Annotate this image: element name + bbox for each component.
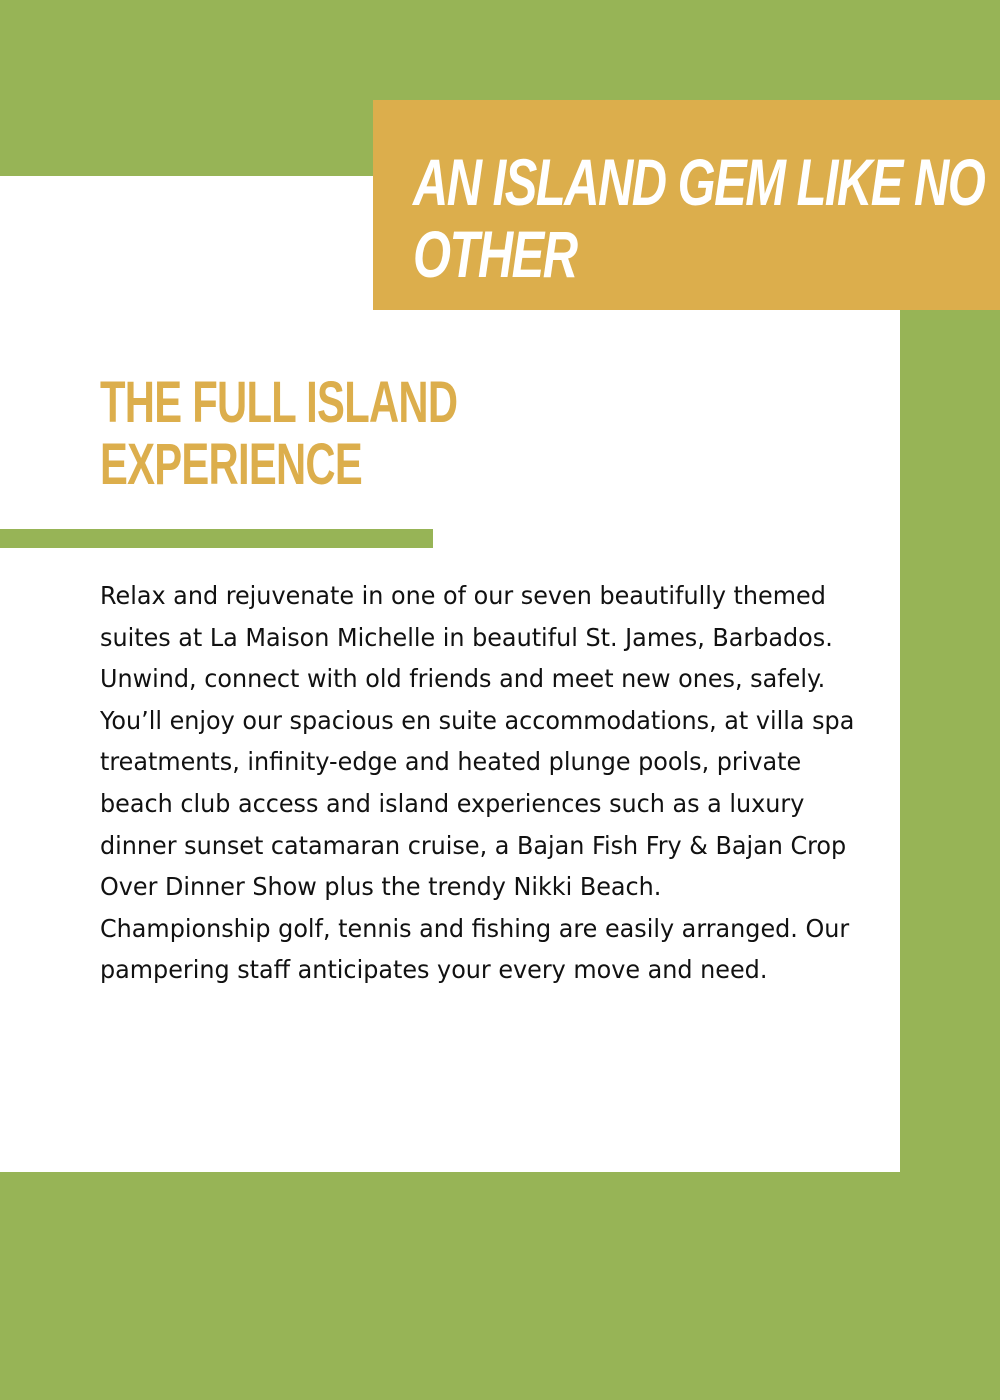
- banner-title-line-1: AN ISLAND GEM LIKE NO: [413, 145, 985, 219]
- body-paragraph: Championship golf, tennis and fishing are easily arranged. Our pampering staff anticipates your every move and need.: [100, 913, 850, 985]
- body-paragraph: Relax and rejuvenate in one of our seven beautifully themed suites at La Maison Michelle in beautiful St. James, Barbados. Unwind, connect with old friends and meet new ones, safely.: [100, 581, 833, 694]
- section-heading-line-2: EXPERIENCE: [100, 432, 363, 497]
- section-heading: [100, 372, 457, 496]
- heading-divider: [0, 529, 433, 548]
- section-heading-line-1: THE FULL ISLAND: [100, 370, 458, 435]
- body-paragraph: You’ll enjoy our spacious en suite accommodations, at villa spa treatments, infinity-edge and heated plunge pools, private beach club access and island experiences such as a luxury dinner sunset catamaran cruise, a Bajan Fish Fry & Bajan Crop Over Dinner Show plus the trendy Nikki Beach.: [100, 705, 855, 902]
- body-copy: [100, 575, 854, 991]
- banner-title-line-2: OTHER: [413, 217, 577, 291]
- title-banner: [373, 100, 1000, 310]
- banner-title: [413, 145, 985, 291]
